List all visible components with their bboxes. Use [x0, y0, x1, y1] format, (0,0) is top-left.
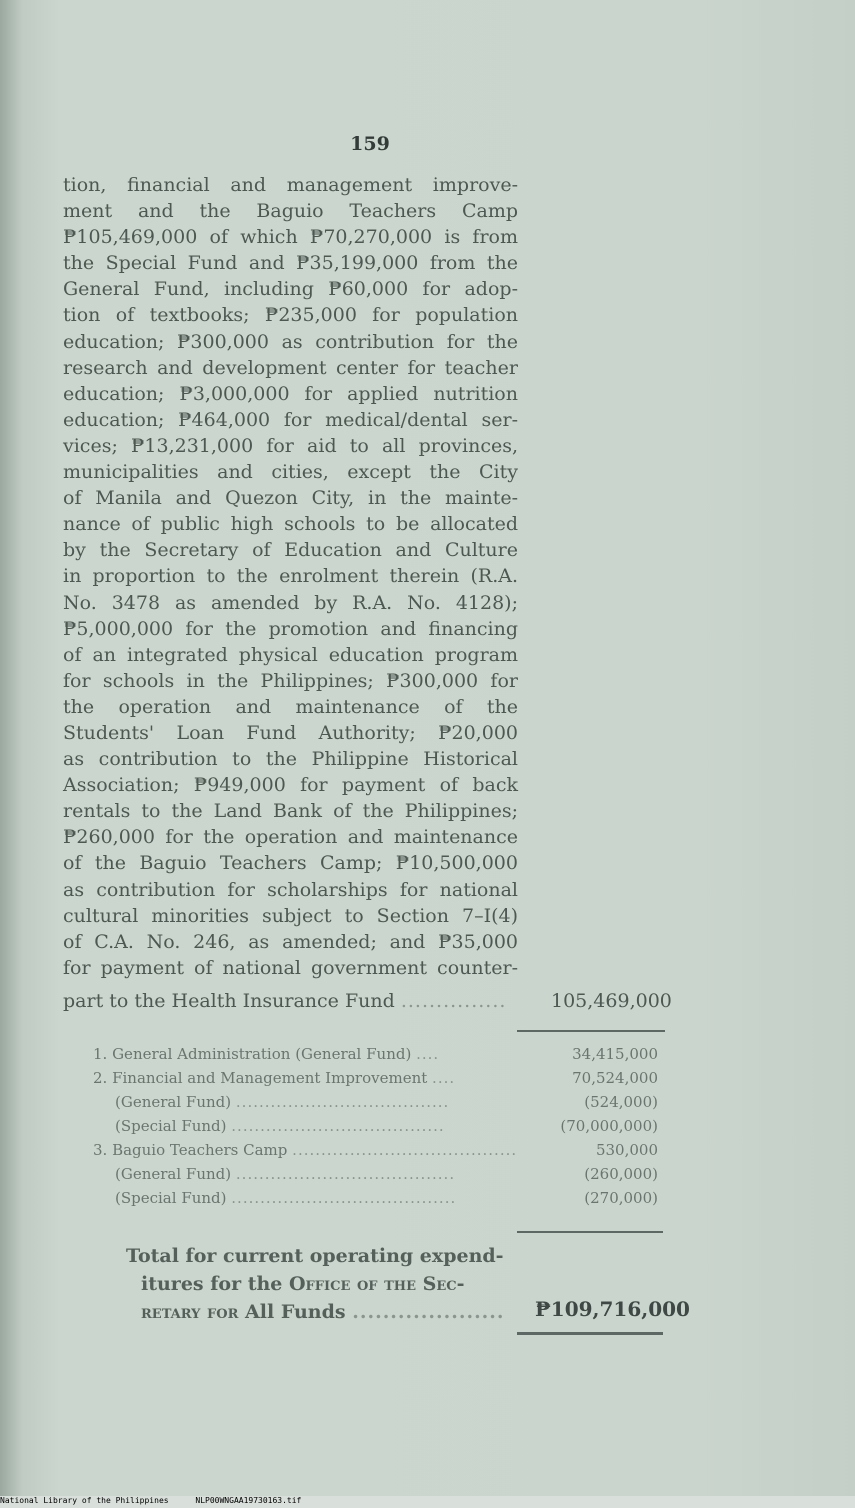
leader-dots: ............... — [400, 990, 507, 1012]
paragraph-line: tion of textbooks; ₱235,000 for population — [63, 304, 518, 327]
paragraph-line: ₱105,469,000 of which ₱70,270,000 is from — [63, 226, 518, 249]
paragraph-line: the Special Fund and ₱35,199,000 from the — [63, 252, 518, 275]
breakdown-amount: (70,000,000) — [560, 1117, 658, 1135]
breakdown-row — [93, 1141, 668, 1165]
breakdown-row — [93, 1165, 668, 1189]
paragraph-line: cultural minorities subject to Section 7–I(4) — [63, 904, 518, 927]
breakdown-label: 2. Financial and Management Improvement .... — [93, 1069, 456, 1087]
paragraph-line: as contribution for scholarships for national — [63, 878, 518, 901]
final-line-text: part to the Health Insurance Fund — [63, 990, 395, 1012]
paragraph-line: education; ₱300,000 as contribution for the — [63, 330, 518, 353]
file-id: NLP00WNGAA19730163.tif — [195, 1496, 302, 1505]
paragraph-line: General Fund, including ₱60,000 for adop- — [63, 278, 518, 301]
breakdown-row — [93, 1093, 668, 1117]
paragraph-line: of an integrated physical education program — [63, 643, 518, 666]
breakdown-label: 1. General Administration (General Fund) .... — [93, 1045, 440, 1063]
breakdown-amount: (260,000) — [584, 1165, 658, 1183]
total-line-2: itures for the Office of the Sec- — [141, 1273, 465, 1295]
paragraph-line: vices; ₱13,231,000 for aid to all provinces, — [63, 434, 518, 457]
paragraph-line: research and development center for teacher — [63, 356, 518, 379]
paragraph-line: of the Baguio Teachers Camp; ₱10,500,000 — [63, 852, 518, 875]
breakdown-row — [93, 1189, 668, 1213]
breakdown-amount: 530,000 — [595, 1141, 658, 1159]
appropriation-amount: 105,469,000 — [551, 990, 672, 1012]
paragraph-line: municipalities and cities, except the City — [63, 461, 518, 484]
divider-rule — [517, 1030, 665, 1032]
breakdown-label: (General Fund) ...................................... — [115, 1165, 456, 1183]
total-line-1: Total for current operating expend- — [126, 1245, 504, 1267]
breakdown-amount: (524,000) — [584, 1093, 658, 1111]
breakdown-label: (General Fund) ..................................... — [115, 1093, 450, 1111]
total-line-3: retary for All Funds .................... — [141, 1301, 505, 1323]
paragraph-line: Students' Loan Fund Authority; ₱20,000 — [63, 721, 518, 744]
paragraph-line: of Manila and Quezon City, in the mainte- — [63, 487, 518, 510]
breakdown-row — [93, 1069, 668, 1093]
breakdown-label: (Special Fund) ....................................... — [115, 1189, 457, 1207]
paragraph-line: as contribution to the Philippine Historical — [63, 748, 518, 771]
paragraph-line: in proportion to the enrolment therein (R.A. — [63, 565, 518, 588]
breakdown-amount: (270,000) — [584, 1189, 658, 1207]
paragraph-line: rentals to the Land Bank of the Philippines; — [63, 800, 518, 823]
paragraph-line: ₱260,000 for the operation and maintenance — [63, 826, 518, 849]
double-rule — [517, 1332, 663, 1335]
breakdown-label: (Special Fund) ..................................... — [115, 1117, 445, 1135]
divider-rule — [517, 1231, 663, 1233]
appropriation-paragraph — [63, 172, 518, 981]
breakdown-amount: 34,415,000 — [572, 1045, 658, 1063]
paragraph-line: of C.A. No. 246, as amended; and ₱35,000 — [63, 930, 518, 953]
page-number: 159 — [350, 133, 390, 155]
breakdown-row — [93, 1045, 668, 1069]
paragraph-line: Association; ₱949,000 for payment of back — [63, 774, 518, 797]
paragraph-line: ₱5,000,000 for the promotion and financing — [63, 617, 518, 640]
library-name: National Library of the Philippines — [0, 1496, 169, 1505]
program-breakdown — [93, 1045, 668, 1213]
appropriation-total-line — [63, 990, 673, 1012]
paragraph-line: the operation and maintenance of the — [63, 695, 518, 718]
paragraph-line: by the Secretary of Education and Culture — [63, 539, 518, 562]
paragraph-line: nance of public high schools to be allocated — [63, 513, 518, 536]
paragraph-line: for payment of national government counter- — [63, 956, 518, 979]
paragraph-line: ment and the Baguio Teachers Camp — [63, 200, 518, 223]
paragraph-line: education; ₱3,000,000 for applied nutrition — [63, 382, 518, 405]
scan-footer — [0, 1496, 855, 1508]
paragraph-line: No. 3478 as amended by R.A. No. 4128); — [63, 591, 518, 614]
total-amount: ₱109,716,000 — [535, 1297, 690, 1321]
paragraph-line: for schools in the Philippines; ₱300,000 for — [63, 669, 518, 692]
breakdown-label: 3. Baguio Teachers Camp ....................................... — [93, 1141, 518, 1159]
breakdown-amount: 70,524,000 — [572, 1069, 658, 1087]
paragraph-line: education; ₱464,000 for medical/dental ser- — [63, 408, 518, 431]
breakdown-row — [93, 1117, 668, 1141]
paragraph-line: tion, financial and management improve- — [63, 174, 518, 196]
